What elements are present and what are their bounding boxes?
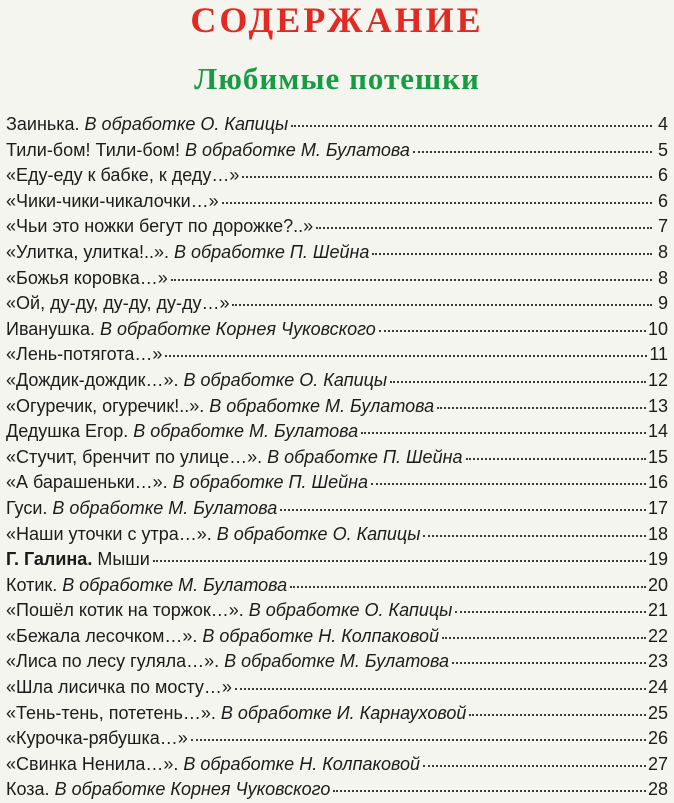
dot-leader	[466, 458, 646, 460]
toc-entry[interactable]	[6, 624, 668, 650]
toc-entry[interactable]	[6, 777, 668, 803]
toc-entry-author: Г. Галина.	[6, 549, 93, 570]
toc-entry-text: Тили-бом! Тили-бом!	[6, 139, 186, 160]
dot-leader	[423, 535, 646, 537]
toc-entry-text: Заинька.	[6, 114, 85, 134]
toc-entry-title	[6, 547, 150, 573]
toc-entry-text: Мыши	[92, 549, 150, 570]
dot-leader	[316, 227, 652, 229]
toc-page-number: 12	[647, 369, 668, 390]
toc-entry[interactable]	[6, 547, 668, 573]
toc-entry-text: «Божья коровка…»	[6, 267, 168, 288]
toc-entry[interactable]	[6, 675, 668, 701]
toc-entry-adaptation: В обработке О. Капицы	[248, 600, 453, 621]
toc-entry-title	[6, 573, 287, 599]
toc-entry-adaptation: В обработке Н. Колпаковой	[202, 625, 440, 646]
toc-entry-text: «Курочка-рябушка…»	[6, 728, 188, 749]
toc-entry-adaptation: В обработке М. Булатова	[62, 574, 288, 595]
toc-entry[interactable]	[6, 496, 668, 522]
dot-leader	[442, 637, 646, 639]
toc-entry[interactable]	[6, 752, 668, 778]
toc-entry-text: «Бежала лесочком…».	[6, 625, 203, 646]
toc-entry[interactable]	[6, 291, 668, 317]
toc-entry[interactable]	[6, 701, 668, 727]
dot-leader	[153, 560, 646, 562]
toc-page-number: 18	[647, 523, 668, 544]
toc-entry-adaptation: В обработке М. Булатова	[185, 139, 410, 160]
toc-entry-adaptation: В обработке Н. Колпаковой	[183, 753, 421, 774]
toc-page-number: 11	[649, 344, 668, 365]
toc-entry-title	[6, 752, 420, 778]
toc-entry-text: «Ой, ду-ду, ду-ду, ду-ду…»	[6, 293, 230, 314]
toc-entry-title	[6, 163, 239, 189]
toc-entry-text: Коза.	[6, 779, 55, 800]
toc-page-number: 8	[657, 241, 668, 262]
dot-leader	[165, 355, 647, 357]
toc-entry-adaptation: В обработке Корнея Чуковского	[54, 779, 331, 800]
toc-entry-text: «Дождик-дождик…».	[6, 369, 184, 390]
toc-entry-text: «Чики-чики-чикалочки…»	[6, 190, 219, 211]
dot-leader	[171, 279, 652, 281]
section-title: Любимые потешки	[194, 61, 480, 96]
toc-entry-text: «Огуречик, огуречик!..».	[6, 395, 210, 416]
toc-entry[interactable]	[6, 470, 668, 496]
toc-entry[interactable]	[6, 573, 668, 599]
dot-leader	[235, 688, 646, 690]
toc-entry-title	[6, 419, 358, 445]
toc-entry[interactable]	[6, 342, 668, 368]
toc-entry-title	[6, 394, 434, 420]
dot-leader	[371, 483, 646, 485]
toc-entry[interactable]	[6, 445, 668, 471]
toc-entry[interactable]	[6, 189, 668, 215]
toc-page-number: 25	[647, 702, 668, 723]
toc-page-number: 10	[647, 318, 668, 339]
toc-entry[interactable]	[6, 240, 668, 266]
toc-page-number: 28	[647, 779, 668, 800]
toc-entry-text: «Лиса по лесу гуляла…».	[6, 651, 225, 672]
toc-entry[interactable]	[6, 317, 668, 343]
toc-entry-text: «Стучит, бренчит по улице…».	[6, 446, 268, 467]
dot-leader	[191, 739, 646, 741]
toc-page-number: 4	[657, 114, 668, 134]
toc-entry-title	[6, 701, 466, 727]
toc-entry-adaptation: В обработке М. Булатова	[209, 395, 435, 416]
toc-page-number: 8	[657, 267, 668, 288]
toc-entry-title	[6, 368, 387, 394]
toc-page-number: 13	[647, 395, 668, 416]
toc-page-number: 16	[647, 472, 668, 493]
toc-page-number: 27	[647, 753, 668, 774]
toc-page-number: 6	[657, 165, 668, 186]
toc-entry-title	[6, 675, 232, 701]
toc-page-number: 19	[647, 549, 668, 570]
toc-entry-title	[6, 649, 449, 675]
toc-entry-adaptation: В обработке О. Капицы	[183, 369, 388, 390]
toc-page-number: 21	[647, 600, 668, 621]
table-of-contents	[6, 112, 668, 803]
dot-leader	[222, 202, 652, 204]
toc-entry-adaptation: В обработке О. Капицы	[216, 523, 421, 544]
dot-leader	[452, 662, 646, 664]
toc-page-number: 22	[647, 625, 668, 646]
toc-entry-text: «Пошёл котик на торжок…».	[6, 600, 249, 621]
toc-entry-title	[6, 470, 368, 496]
toc-page-number: 23	[647, 651, 668, 672]
toc-entry-text: Котик.	[6, 574, 63, 595]
toc-page-number: 14	[647, 421, 668, 442]
toc-entry-adaptation: В обработке О. Капицы	[84, 114, 289, 134]
toc-entry-title	[6, 240, 369, 266]
toc-entry-title	[6, 214, 313, 240]
dot-leader	[280, 509, 646, 511]
toc-entry-adaptation: В обработке Корнея Чуковского	[99, 318, 376, 339]
toc-entry-title	[6, 522, 420, 548]
toc-page-number: 15	[647, 446, 668, 467]
dot-leader	[290, 586, 646, 588]
toc-entry[interactable]	[6, 214, 668, 240]
toc-entry-title	[6, 138, 410, 164]
toc-entry-title	[6, 266, 168, 292]
toc-page-number: 20	[647, 574, 668, 595]
toc-entry-adaptation: В обработке М. Булатова	[224, 651, 450, 672]
toc-entry-text: «Шла лисичка по мосту…»	[6, 677, 232, 698]
toc-entry-adaptation: В обработке И. Карнауховой	[220, 702, 467, 723]
toc-entry-text: «А барашеньки…».	[6, 472, 173, 493]
toc-page-number: 17	[647, 497, 668, 518]
toc-entry-text: «Свинка Ненила…».	[6, 753, 184, 774]
toc-entry-text: «Еду-еду к бабке, к деду…»	[6, 165, 240, 186]
toc-entry[interactable]	[6, 419, 668, 445]
toc-entry-text: «Наши уточки с утра…».	[6, 523, 217, 544]
dot-leader	[413, 151, 652, 153]
toc-page-number: 5	[657, 139, 668, 160]
toc-entry[interactable]	[6, 726, 668, 752]
toc-entry[interactable]	[6, 138, 668, 164]
toc-page-number: 26	[647, 728, 668, 749]
toc-entry-adaptation: В обработке М. Булатова	[52, 497, 278, 518]
dot-leader	[423, 765, 646, 767]
toc-entry-title	[6, 445, 463, 471]
toc-entry-title	[6, 777, 330, 803]
toc-entry[interactable]	[6, 598, 668, 624]
toc-entry-title	[6, 624, 439, 650]
toc-entry-text: Гуси.	[6, 497, 53, 518]
toc-page-number: 7	[657, 216, 668, 237]
toc-entry-adaptation: В обработке П. Шейна	[172, 472, 369, 493]
dot-leader	[291, 125, 652, 127]
toc-entry-title	[6, 726, 188, 752]
dot-leader	[361, 432, 646, 434]
toc-entry-text: «Тень-тень, потетень…».	[6, 702, 221, 723]
toc-entry-title	[6, 291, 229, 317]
toc-entry-title	[6, 342, 162, 368]
toc-entry-text: Иванушка.	[6, 318, 100, 339]
toc-entry[interactable]	[6, 163, 668, 189]
toc-page-number: 9	[657, 293, 668, 314]
toc-page-number: 24	[647, 677, 668, 698]
toc-entry-adaptation: В обработке П. Шейна	[174, 241, 370, 262]
toc-entry-title	[6, 598, 452, 624]
toc-entry[interactable]	[6, 522, 668, 548]
dot-leader	[437, 407, 646, 409]
dot-leader	[455, 611, 646, 613]
toc-entry-title	[6, 496, 277, 522]
toc-entry-text: «Лень-потягота…»	[6, 344, 163, 365]
toc-entry-text: «Чьи это ножки бегут по дорожке?..»	[6, 216, 314, 237]
toc-entry-adaptation: В обработке П. Шейна	[267, 446, 463, 467]
toc-entry-title	[6, 112, 288, 138]
dot-leader	[242, 176, 652, 178]
page-title: СОДЕРЖАНИЕ	[190, 0, 484, 40]
toc-entry-adaptation: В обработке М. Булатова	[133, 421, 359, 442]
toc-entry-text: «Улитка, улитка!..».	[6, 241, 175, 262]
dot-leader	[469, 714, 646, 716]
dot-leader	[390, 381, 646, 383]
toc-entry-title	[6, 189, 219, 215]
toc-entry[interactable]	[6, 394, 668, 420]
toc-entry-text: Дедушка Егор.	[6, 421, 134, 442]
toc-page-number: 6	[657, 190, 668, 211]
toc-entry[interactable]	[6, 368, 668, 394]
toc-entry[interactable]	[6, 266, 668, 292]
toc-entry-title	[6, 317, 376, 343]
dot-leader	[232, 304, 652, 306]
dot-leader	[372, 253, 652, 255]
toc-entry[interactable]	[6, 112, 668, 138]
toc-entry[interactable]	[6, 649, 668, 675]
dot-leader	[379, 330, 646, 332]
